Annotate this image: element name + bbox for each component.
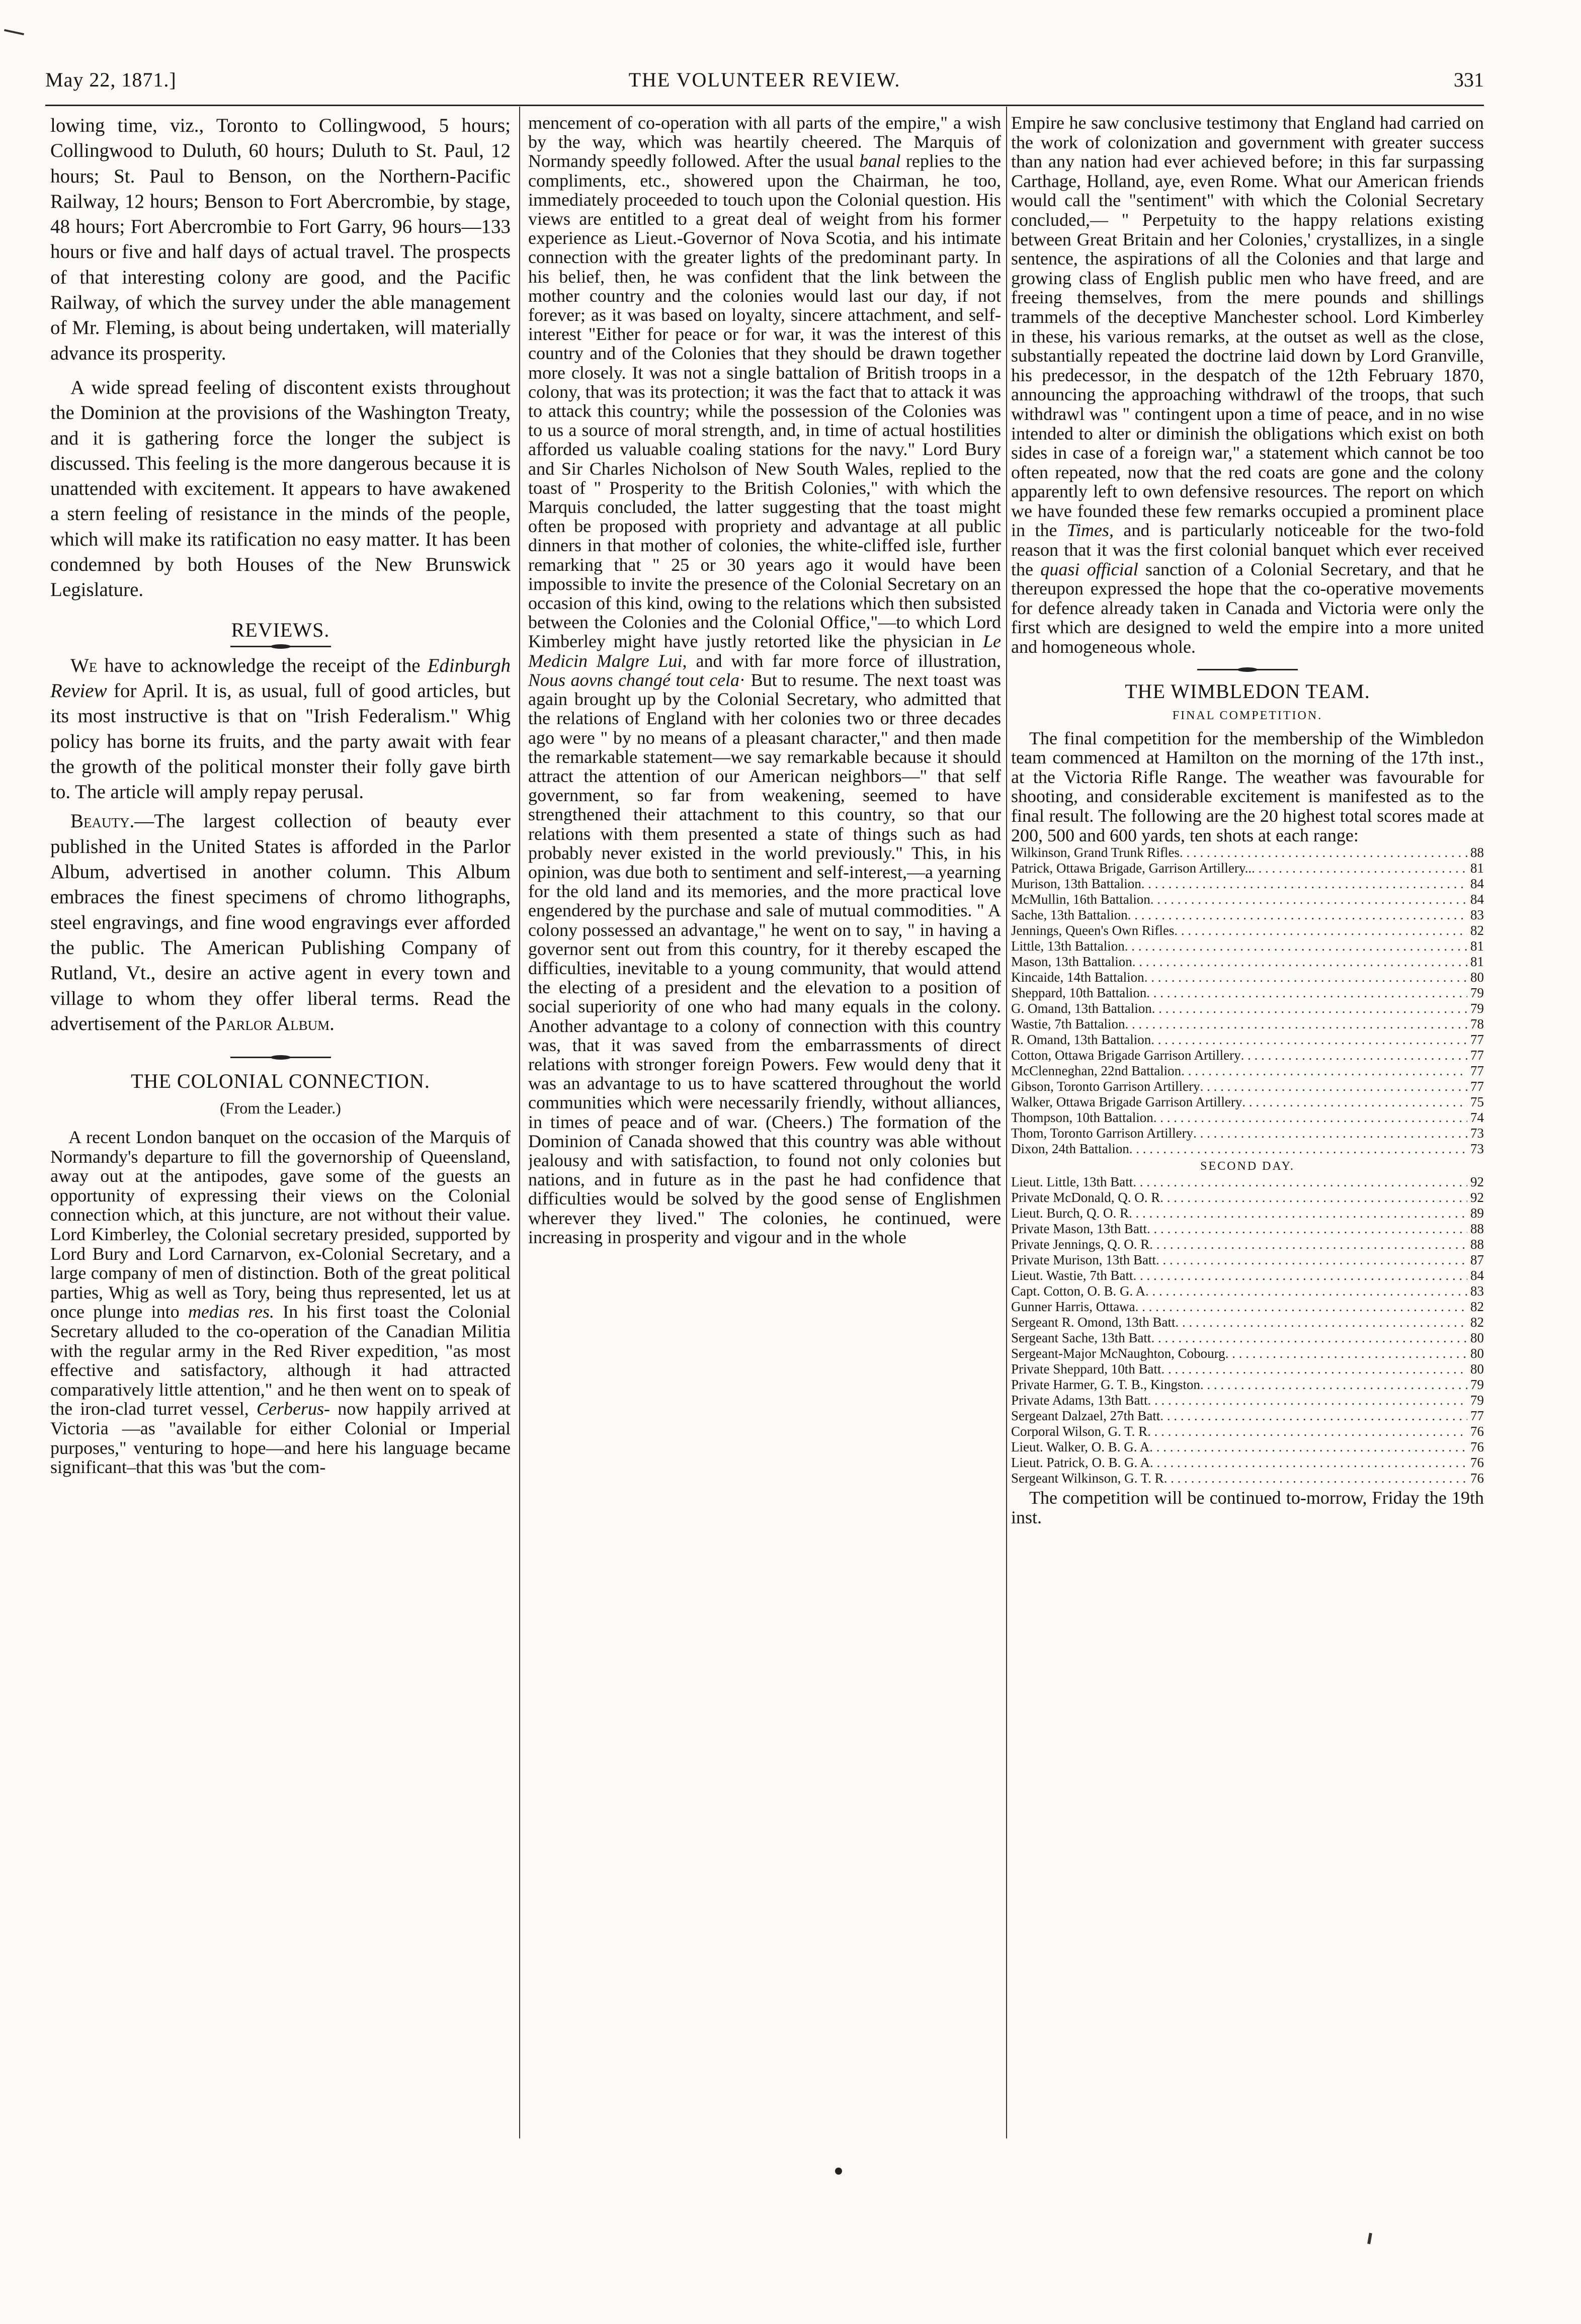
leader-dots	[1193, 1126, 1467, 1141]
leader-dots	[1147, 1424, 1467, 1439]
shooter-name: Lieut. Burch, Q. O. R	[1011, 1206, 1129, 1221]
score-row	[1011, 1237, 1484, 1252]
shooter-name: Lieut. Little, 13th Batt	[1011, 1174, 1133, 1190]
page-end-mark	[835, 2168, 842, 2175]
scan-mark	[1367, 2233, 1372, 2245]
shooter-score: 77	[1470, 1079, 1484, 1094]
score-row	[1011, 1439, 1484, 1455]
shooter-score: 88	[1470, 1237, 1484, 1252]
column-divider	[519, 107, 520, 2138]
score-row	[1011, 1001, 1484, 1016]
leader-dots	[1175, 1315, 1467, 1330]
colonial-connection-heading: THE COLONIAL CONNECTION.	[50, 1057, 511, 1093]
score-row	[1011, 1079, 1484, 1094]
shooter-name: Sergeant Sache, 13th Batt	[1011, 1330, 1151, 1346]
score-row	[1011, 1221, 1484, 1237]
shooter-name: Thompson, 10th Battalion	[1011, 1110, 1153, 1126]
leader-dots	[1135, 1299, 1467, 1315]
shooter-score: 74	[1470, 1110, 1484, 1126]
shooter-name: Private Murison, 13th Batt	[1011, 1252, 1156, 1268]
shooter-score: 83	[1470, 1283, 1484, 1299]
shooter-score: 82	[1470, 1315, 1484, 1330]
leader-dots	[1147, 1221, 1467, 1237]
article-source: (From the Leader.)	[220, 1099, 341, 1117]
heading-ornament	[1197, 669, 1298, 670]
railway-paragraph: lowing time, viz., Toronto to Collingwood, 5 hours; Collingwood to Duluth, 60 hours; Duluth to St. Paul, 12 hours; St. Paul to Benson, on the Northern-Pacific Railway, 12 hours; Benson to Fort Abercrombie, by stage, 48 hours; Fort Abercrombie to Fort Garry, 96 hours—133 hours or five and half days of actual travel. The prospects of that interesting colony are good, and the Pacific Railway, of which the survey under the able management of Mr. Fleming, is about being undertaken, will materially advance its prosperity.	[50, 115, 511, 364]
shooter-name: McClenneghan, 22nd Battalion	[1011, 1063, 1182, 1079]
shooter-score: 82	[1470, 1299, 1484, 1315]
shooter-score: 76	[1470, 1439, 1484, 1455]
shooter-score: 77	[1470, 1408, 1484, 1424]
competition-closing-note: The competition will be continued to-morrow, Friday the 19th inst.	[1011, 1488, 1484, 1527]
shooter-name: Patrick, Ottawa Brigade, Garrison Artillery..	[1011, 860, 1252, 876]
score-row	[1011, 1299, 1484, 1315]
wimbledon-intro: The final competition for the membership of the Wimbledon team commenced at Hamilton on the morning of the 17th inst., at the Victoria Rifle Range. The weather was favourable for shooting, and considerable excitement is manifested as to the final result. The following are the 20 highest total scores made at 200, 500 and 600 yards, ten shots at each range:	[1011, 728, 1484, 845]
score-row	[1011, 1393, 1484, 1408]
leader-dots	[1150, 1455, 1467, 1471]
column-3	[1011, 113, 1484, 1527]
page-header	[45, 68, 1484, 103]
column-divider	[1006, 107, 1007, 2138]
shooter-score: 81	[1470, 860, 1484, 876]
score-row	[1011, 892, 1484, 907]
shooter-name: Little, 13th Battalion	[1011, 938, 1125, 954]
shooter-score: 89	[1470, 1206, 1484, 1221]
score-row	[1011, 1063, 1484, 1079]
score-row	[1011, 985, 1484, 1001]
leader-dots	[1141, 876, 1467, 892]
leader-dots	[1161, 1361, 1467, 1377]
score-row	[1011, 1377, 1484, 1393]
score-row	[1011, 1174, 1484, 1190]
leader-dots	[1241, 1048, 1467, 1063]
leader-dots	[1152, 1001, 1467, 1016]
score-row	[1011, 923, 1484, 938]
shooter-name: Kincaide, 14th Battalion	[1011, 970, 1144, 985]
score-row	[1011, 1408, 1484, 1424]
shooter-name: Private Harmer, G. T. B., Kingston	[1011, 1377, 1200, 1393]
shooter-score: 84	[1470, 876, 1484, 892]
shooter-score: 77	[1470, 1063, 1484, 1079]
shooter-name: Sergeant R. Omond, 13th Batt	[1011, 1315, 1176, 1330]
shooter-score: 79	[1470, 1001, 1484, 1016]
leader-dots	[1144, 970, 1467, 985]
shooter-score: 76	[1470, 1424, 1484, 1439]
second-day-scores	[1011, 1174, 1484, 1486]
shooter-score: 92	[1470, 1174, 1484, 1190]
leader-dots	[1129, 1206, 1467, 1221]
leader-dots	[1156, 1252, 1467, 1268]
shooter-score: 81	[1470, 954, 1484, 970]
beauty-paragraph: Beauty.—The largest collection of beauty ever published in the United States is afforded in the Parlor Album, advertised in another column. This Album embraces the finest specimens of chromo lithographs, steel engravings, and fine wood engravings ever afforded the public. The American Publishing Company of Rutland, Vt., desire an active agent in every town and village to whom they offer liberal terms. Read the advertisement of the Parlor Album.	[50, 810, 511, 1035]
shooter-name: Gunner Harris, Ottawa	[1011, 1299, 1135, 1315]
score-row	[1011, 845, 1484, 860]
shooter-score: 80	[1470, 1330, 1484, 1346]
shooter-score: 87	[1470, 1252, 1484, 1268]
shooter-score: 79	[1470, 1377, 1484, 1393]
heading-ornament	[230, 646, 331, 647]
leader-dots	[1125, 1016, 1467, 1032]
shooter-name: Lieut. Patrick, O. B. G. A	[1011, 1455, 1150, 1471]
shooter-name: Thom, Toronto Garrison Artillery	[1011, 1126, 1194, 1141]
shooter-score: 82	[1470, 923, 1484, 938]
leader-dots	[1242, 1094, 1467, 1110]
shooter-name: McMullin, 16th Battalion	[1011, 892, 1150, 907]
shooter-score: 79	[1470, 985, 1484, 1001]
score-row	[1011, 1141, 1484, 1157]
leader-dots	[1129, 1141, 1467, 1157]
shooter-name: Lieut. Wastie, 7th Batt	[1011, 1268, 1133, 1283]
shooter-score: 73	[1470, 1126, 1484, 1141]
shooter-score: 76	[1470, 1471, 1484, 1486]
shooter-score: 84	[1470, 892, 1484, 907]
leader-dots	[1225, 1346, 1467, 1361]
scan-mark	[4, 29, 24, 35]
shooter-score: 92	[1470, 1190, 1484, 1206]
shooter-score: 80	[1470, 1346, 1484, 1361]
shooter-name: Mason, 13th Battalion	[1011, 954, 1132, 970]
score-row	[1011, 1346, 1484, 1361]
leader-dots	[1132, 954, 1467, 970]
score-row	[1011, 1110, 1484, 1126]
shooter-name: Dixon, 24th Battalion	[1011, 1141, 1129, 1157]
shooter-name: Capt. Cotton, O. B. G. A	[1011, 1283, 1146, 1299]
shooter-name: Sergeant-Major McNaughton, Cobourg	[1011, 1346, 1225, 1361]
score-row	[1011, 876, 1484, 892]
shooter-score: 76	[1470, 1455, 1484, 1471]
shooter-name: Wastie, 7th Battalion	[1011, 1016, 1125, 1032]
leader-dots	[1200, 1377, 1467, 1393]
score-row	[1011, 1048, 1484, 1063]
score-row	[1011, 1190, 1484, 1206]
leader-dots	[1160, 1408, 1467, 1424]
shooter-score: 73	[1470, 1141, 1484, 1157]
leader-dots	[1145, 1283, 1467, 1299]
shooter-name: Cotton, Ottawa Brigade Garrison Artillery	[1011, 1048, 1241, 1063]
shooter-name: Corporal Wilson, G. T. R	[1011, 1424, 1148, 1439]
colonial-article-start: A recent London banquet on the occasion of the Marquis of Normandy's departure to fill the governorship of Queensland, away out at the antipodes, gave some of the guests an opportunity of expressing their views on the Colonial connection which, at this juncture, are not without their value. Lord Kimberley, the Colonial secretary presided, supported by Lord Bury and Lord Carnarvon, ex-Colonial Secretary, and a large company of men of distinction. Both of the great political parties, Whig as well as Tory, being thus represented, let us at once plunge into medias res. In his first toast the Colonial Secretary alluded to the co-operation of the Canadian Militia with the regular army in the Red River expedition, "as most effective and satisfactory, although it had attracted comparatively little attention," and he then went on to speak of the iron-clad turret vessel, Cerberus- now happily arrived at Victoria —as "available for either Colonial or Imperial purposes," venturing to hope—and here his language became significant–that this was 'but the com-	[50, 1127, 511, 1477]
leader-dots	[1125, 938, 1467, 954]
first-day-scores	[1011, 845, 1484, 1157]
leader-dots	[1164, 1471, 1467, 1486]
score-row	[1011, 1252, 1484, 1268]
score-row	[1011, 1032, 1484, 1048]
score-row	[1011, 1206, 1484, 1221]
score-row	[1011, 1283, 1484, 1299]
shooter-name: Gibson, Toronto Garrison Artillery	[1011, 1079, 1200, 1094]
score-row	[1011, 1424, 1484, 1439]
leader-dots	[1153, 1110, 1467, 1126]
shooter-score: 83	[1470, 907, 1484, 923]
shooter-score: 77	[1470, 1048, 1484, 1063]
leader-dots	[1147, 1393, 1467, 1408]
shooter-name: Private Adams, 13th Batt	[1011, 1393, 1148, 1408]
shooter-score: 84	[1470, 1268, 1484, 1283]
shooter-name: G. Omand, 13th Battalion	[1011, 1001, 1152, 1016]
leader-dots	[1151, 1330, 1467, 1346]
score-row	[1011, 1455, 1484, 1471]
score-row	[1011, 938, 1484, 954]
wimbledon-heading: THE WIMBLEDON TEAM.	[1011, 669, 1484, 703]
shooter-name: Murison, 13th Battalion	[1011, 876, 1141, 892]
issue-date: May 22, 1871.]	[45, 68, 177, 91]
score-row	[1011, 1094, 1484, 1110]
shooter-name: R. Omand, 13th Battalion	[1011, 1032, 1151, 1048]
score-row	[1011, 1268, 1484, 1283]
shooter-name: Walker, Ottawa Brigade Garrison Artillery	[1011, 1094, 1242, 1110]
newspaper-title: THE VOLUNTEER REVIEW.	[628, 68, 901, 91]
score-row	[1011, 954, 1484, 970]
score-row	[1011, 860, 1484, 876]
score-row	[1011, 1361, 1484, 1377]
leader-dots	[1180, 845, 1467, 860]
leader-dots	[1200, 1079, 1467, 1094]
colonial-article-conclusion: Empire he saw conclusive testimony that England had carried on the work of colonization and government with greater success than any nation had ever achieved before; in this far surpassing Carthage, Holland, aye, even Rome. What our American friends would call the "sentiment" with which the Colonial Secretary concluded,— " Perpetuity to the happy relations existing between Great Britain and her Colonies,' crystallizes, in a single sentence, the aspirations of all the Colonies and that large and growing class of English public men who have freed, and are freeing themselves, from the mere pounds and shillings trammels of the deceptive Manchester school. Lord Kimberley in these, his various remarks, at the outset as well as the close, substantially repeated the doctrine laid down by Lord Granville, his predecessor, in the despatch of the 12th February 1870, announcing the approaching withdrawl of the troops, that such withdrawl was " contingent upon a time of peace, and in no wise intended to alter or diminish the obligations which exist on both sides in case of a foreign war," a statement which cannot be too often repeated, now that the red coats are gone and the colony apparently left to own defensive resources. The report on which we have founded these few remarks occupied a prominent place in the Times, and is particularly noticeable for the two-fold reason that it was the first colonial banquet which ever received the quasi official sanction of a Colonial Secretary, and that he thereupon expressed the hope that the co-operative movements for defence already taken in Canada and Victoria were only the first which are designed to weld the empire into a more united and homogeneous whole.	[1011, 113, 1484, 657]
leader-dots	[1133, 1174, 1467, 1190]
shooter-score: 80	[1470, 1361, 1484, 1377]
shooter-score: 88	[1470, 845, 1484, 860]
column-1	[50, 113, 511, 1477]
score-row	[1011, 970, 1484, 985]
shooter-name: Sache, 13th Battalion	[1011, 907, 1128, 923]
heading-ornament	[230, 1057, 331, 1058]
leader-dots	[1150, 892, 1467, 907]
shooter-score: 77	[1470, 1032, 1484, 1048]
leader-dots	[1146, 985, 1467, 1001]
second-day-label: SECOND DAY.	[1200, 1160, 1295, 1173]
leader-dots	[1252, 860, 1467, 876]
shooter-name: Private Sheppard, 10th Batt	[1011, 1361, 1161, 1377]
shooter-score: 80	[1470, 970, 1484, 985]
shooter-name: Private Jennings, Q. O. R	[1011, 1237, 1150, 1252]
score-row	[1011, 1016, 1484, 1032]
score-row	[1011, 1471, 1484, 1486]
leader-dots	[1151, 1032, 1467, 1048]
page-number: 331	[1454, 68, 1484, 91]
leader-dots	[1133, 1268, 1467, 1283]
leader-dots	[1160, 1190, 1467, 1206]
leader-dots	[1181, 1063, 1467, 1079]
shooter-name: Jennings, Queen's Own Rifles	[1011, 923, 1175, 938]
leader-dots	[1174, 923, 1467, 938]
score-row	[1011, 907, 1484, 923]
leader-dots	[1128, 907, 1467, 923]
shooter-name: Wilkinson, Grand Trunk Rifles	[1011, 845, 1180, 860]
shooter-name: Sergeant Wilkinson, G. T. R	[1011, 1471, 1164, 1486]
reviews-heading: REVIEWS.	[50, 618, 511, 647]
edinburgh-review-paragraph: We have to acknowledge the receipt of the Edinburgh Review for April. It is, as usual, full of good articles, but its most instructive is that on "Irish Federalism." Whig policy has borne its fruits, and the party await with fear the growth of the political monster their folly gave birth to. The article will amply repay perusal.	[50, 654, 511, 803]
shooter-score: 81	[1470, 938, 1484, 954]
shooter-name: Lieut. Walker, O. B. G. A	[1011, 1439, 1150, 1455]
leader-dots	[1149, 1237, 1467, 1252]
score-row	[1011, 1315, 1484, 1330]
final-competition-subheading: FINAL COMPETITION.	[1172, 709, 1323, 722]
score-row	[1011, 1330, 1484, 1346]
leader-dots	[1149, 1439, 1467, 1455]
shooter-name: Private McDonald, Q. O. R	[1011, 1190, 1160, 1206]
shooter-score: 88	[1470, 1221, 1484, 1237]
shooter-name: Sheppard, 10th Battalion	[1011, 985, 1147, 1001]
shooter-score: 75	[1470, 1094, 1484, 1110]
colonial-article-continued: mencement of co-operation with all parts of the empire," a wish by the way, which was heartily cheered. The Marquis of Normandy speedly followed. After the usual banal replies to the compliments, etc., showered upon the Chairman, he too, immediately proceeded to touch upon the Colonial question. His views are entitled to a great deal of weight from his former experience as Lieut.-Governor of Nova Scotia, and his intimate connection with the greater lights of the predominant party. In his belief, then, he was confident that the link between the mother country and the colonies would last our day, if not forever; as it was based on loyalty, sincere attachment, and self-interest "Either for peace or for war, it was the interest of this country and of the Colonies that they should be drawn together more closely. It was not a single battalion of British troops in a colony, that was its protection; it was the fact that to attack it was to attack this country; while the possession of the Colonies was to us a source of moral strength, and, in time of actual hostilities afforded us valuable coaling stations for the navy." Lord Bury and Sir Charles Nicholson of New South Wales, replied to the toast of " Prosperity to the British Colonies," with which the Marquis concluded, the latter suggesting that the toast might often be proposed with propriety and advantage at all public dinners in that mother of colonies, the white-cliffed isle, further remarking that " 25 or 30 years ago it would have been impossible to invite the presence of the Colonial Secretary on an occasion of this kind, owing to the relations which then subsisted between the Colonies and the Colonial Office,"—to which Lord Kimberley might have justly retorted like the physician in Le Medicin Malgre Lui, and with far more force of illustration, Nous aovns changé tout cela· But to resume. The next toast was again brought up by the Colonial Secretary, who admitted that the relations of England with her colonies two or three decades ago were " by no means of a pleasant character," and then made the remarkable statement—we say remarkable because it should attract the attention of our American neighbors—" that self government, so far from weakening, seemed to have strengthened their attachment to this country, so that our relations with them presented a state of things such as had probably never existed in the world previously." This, in his opinion, was due both to sentiment and self-interest,—a yearning for the old land and its memories, and the more practical love engendered by the purchase and sale of mutual commodities. " A colony possessed an advantage," he went on to say, " in having a governor sent out from this country, for it thereby escaped the difficulties, inevitable to a young community, that would attend the electing of a president and the elevation to a position of social superiority of one who had many equals in the colony. Another advantage to a colony of connection with this country was, that it was saved from the embarrassments of direct relations with stronger foreign Powers. Few would deny that it was an advantage to us to have scattered throughout the world communities which were necessarily friendly, without alliances, in times of peace and of war. (Cheers.) The formation of the Dominion of Canada showed that this country was able without jealousy and with satisfaction, to found not only colonies but nations, and in future as in the past he had confidence that difficulties would be solved by the good sense of Englishmen wherever they lived." The colonies, he continued, were increasing in prosperity and vigour and in the whole	[528, 113, 1001, 1247]
header-rule	[45, 105, 1484, 106]
shooter-name: Sergeant Dalzael, 27th Batt	[1011, 1408, 1160, 1424]
shooter-name: Private Mason, 13th Batt	[1011, 1221, 1147, 1237]
treaty-paragraph: A wide spread feeling of discontent exists throughout the Dominion at the provisions of the Washington Treaty, and it is gathering force the longer the subject is discussed. This feeling is the more dangerous because it is unattended with excitement. It appears to have awakened a stern feeling of resistance in the minds of the people, which will make its ratification no easy matter. It has been condemned by both Houses of the New Brunswick Legislature.	[50, 376, 511, 601]
column-2	[528, 113, 1001, 1247]
shooter-score: 78	[1470, 1016, 1484, 1032]
shooter-score: 79	[1470, 1393, 1484, 1408]
score-row	[1011, 1126, 1484, 1141]
